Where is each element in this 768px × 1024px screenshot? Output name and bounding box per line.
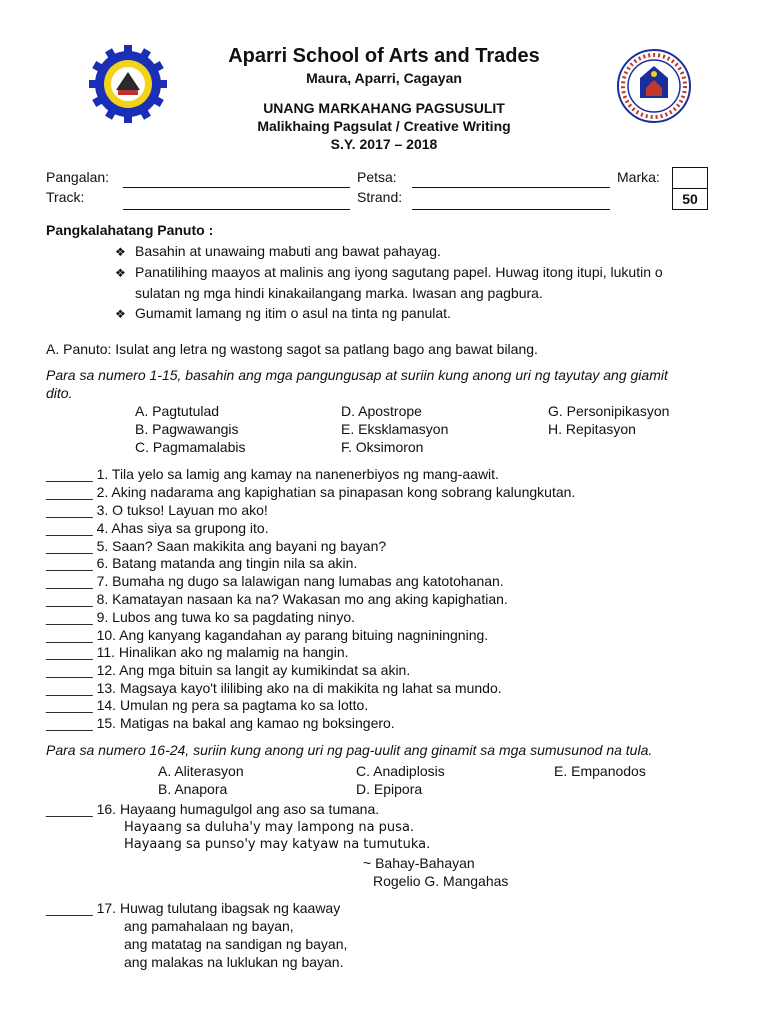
score-input[interactable] — [673, 168, 707, 189]
question-item: ______ 11. Hinalikan ako ng malamig na hangin. — [46, 644, 349, 660]
question-item: ______ 16. Hayaang humagulgol ang aso sa tumana. — [46, 801, 380, 817]
question-item: ______ 17. Huwag tulutang ibagsak ng kaaway — [46, 900, 341, 916]
choice-item: A. Pagtutulad — [135, 403, 220, 419]
score-total: 50 — [682, 191, 698, 207]
question-item: ______ 15. Matigas na bakal ang kamao ng boksingero. — [46, 715, 395, 731]
part2-instruction: Para sa numero 16-24, suriin kung anong uri ng pag-uulit ang ginamit sa mga sumusunod na tula. — [46, 742, 653, 758]
choice-item: B. Pagwawangis — [135, 421, 239, 437]
question-item: ______ 8. Kamatayan nasaan ka na? Wakasan mo ang aking kapighatian. — [46, 591, 508, 607]
question-item: ______ 13. Magsaya kayo't ililibing ako na di makikita ng lahat sa mundo. — [46, 680, 502, 696]
choice-item: C. Pagmamalabis — [135, 439, 246, 455]
choice-item: H. Repitasyon — [548, 421, 636, 437]
section-a-title: A. Panuto: Isulat ang letra ng wastong sagot sa patlang bago ang bawat bilang. — [46, 341, 538, 357]
instruction-item: sulatan ng mga hindi kinakailangang marka. Iwasan ang pagbura. — [135, 285, 543, 301]
poem-source-author: Rogelio G. Mangahas — [373, 873, 509, 889]
choice-item: D. Epipora — [356, 781, 423, 797]
poem-line: ang malakas na luklukan ng bayan. — [124, 954, 344, 970]
choice-item: D. Apostrope — [341, 403, 422, 419]
choice-item: B. Anapora — [158, 781, 228, 797]
strand-label: Strand: — [357, 189, 403, 205]
choice-item: F. Oksimoron — [341, 439, 424, 455]
school-address: Maura, Aparri, Cagayan — [306, 70, 462, 86]
choice-item: E. Empanodos — [554, 763, 646, 779]
score-label: Marka: — [617, 169, 660, 185]
name-line[interactable] — [123, 187, 350, 188]
date-line[interactable] — [412, 187, 610, 188]
question-item: ______ 7. Bumaha ng dugo sa lalawigan nang lumabas ang katotohanan. — [46, 573, 504, 589]
choice-item: A. Aliterasyon — [158, 763, 244, 779]
question-item: ______ 1. Tila yelo sa lamig ang kamay na nanenerbiyos ng mang-aawit. — [46, 466, 499, 482]
poem-line: ang matatag na sandigan ng bayan, — [124, 936, 348, 952]
instruction-item: Basahin at unawaing mabuti ang bawat pahayag. — [135, 243, 441, 259]
school-name: Aparri School of Arts and Trades — [228, 45, 540, 67]
name-label: Pangalan: — [46, 169, 110, 185]
diamond-bullet-icon: ❖ — [115, 307, 126, 321]
question-item: ______ 3. O tukso! Layuan mo ako! — [46, 502, 268, 518]
poem-line: ang pamahalaan ng bayan, — [124, 918, 294, 934]
date-label: Petsa: — [357, 169, 397, 185]
poem-source-title: ~ Bahay-Bahayan — [363, 855, 475, 871]
choice-item: G. Personipikasyon — [548, 403, 670, 419]
diamond-bullet-icon: ❖ — [115, 245, 126, 259]
instruction-item: Panatilihing maayos at malinis ang iyong sagutang papel. Huwag itong itupi, lukutin o — [135, 264, 663, 280]
question-item: ______ 14. Umulan ng pera sa pagtama ko sa lotto. — [46, 697, 369, 713]
question-item: ______ 5. Saan? Saan makikita ang bayani ng bayan? — [46, 538, 387, 554]
question-item: ______ 9. Lubos ang tuwa ko sa pagdating ninyo. — [46, 609, 356, 625]
question-item: ______ 10. Ang kanyang kagandahan ay parang bituing nagniningning. — [46, 627, 489, 643]
choice-item: E. Eksklamasyon — [341, 421, 449, 437]
track-line[interactable] — [123, 209, 350, 210]
question-item: ______ 12. Ang mga bituin sa langit ay kumikindat sa akin. — [46, 662, 411, 678]
question-item: ______ 4. Ahas siya sa grupong ito. — [46, 520, 269, 536]
question-item: ______ 6. Batang matanda ang tingin nila sa akin. — [46, 555, 358, 571]
instruction-item: Gumamit lamang ng itim o asul na tinta ng panulat. — [135, 305, 451, 321]
score-box — [672, 167, 708, 210]
school-year: S.Y. 2017 – 2018 — [330, 136, 438, 152]
strand-line[interactable] — [412, 209, 610, 210]
subject-title: Malikhaing Pagsulat / Creative Writing — [257, 118, 511, 134]
diamond-bullet-icon: ❖ — [115, 266, 126, 280]
choice-item: C. Anadiplosis — [356, 763, 445, 779]
track-label: Track: — [46, 189, 85, 205]
exam-title: UNANG MARKAHANG PAGSUSULIT — [263, 100, 505, 116]
instructions-title: Pangkalahatang Panuto : — [46, 222, 214, 238]
part1-instruction-cont: dito. — [46, 385, 73, 401]
poem-line: Hayaang sa duluha'y may lampong na pusa. — [124, 820, 415, 835]
question-item: ______ 2. Aking nadarama ang kapighatian sa pinapasan kong sobrang kalungkutan. — [46, 484, 576, 500]
poem-line: Hayaang sa punso'y may katyaw na tumutuka. — [124, 837, 431, 852]
part1-instruction: Para sa numero 1-15, basahin ang mga pangungusap at suriin kung anong uri ng tayutay ang giamit — [46, 367, 668, 383]
